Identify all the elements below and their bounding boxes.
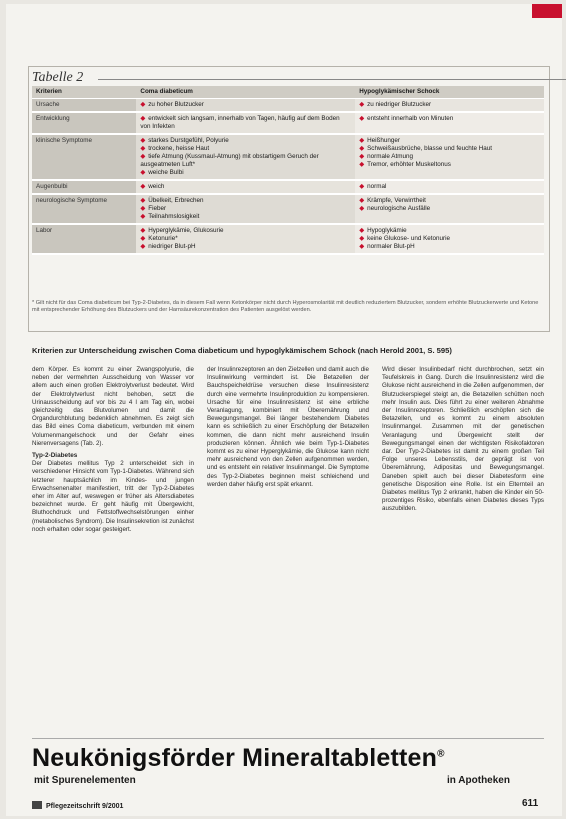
table-row (32, 112, 544, 134)
table-row (32, 224, 544, 254)
hypo-cell (355, 180, 544, 194)
table-row (32, 134, 544, 180)
paragraph: dem Körper. Es kommt zu einer Zwangspolyurie, die neben der vermehrten Ausscheidung von Wasser vor allem auch einen großen Elektrolytverlust bedeutet. Wird der Elektrolytverlust nicht behoben, setzt die Urinausscheidung auf vor bis zu 4 l am Tag ein, wobei gleichzeitig das Blutvolumen und damit die Organdurchblutung bedenklich abnehmen. Es zeigt sich das Bild eines Coma diabeticum, verbunden mit einem Volumenmangelschock und der Gefahr eines Nierenversagens (Tab. 2). (32, 366, 194, 447)
ad-headline-text: Neukönigsförder Mineraltabletten (32, 744, 438, 772)
registered-mark: ® (437, 748, 445, 760)
bullet-item: ◆ Heißhunger (359, 137, 540, 145)
hypo-cell (355, 99, 544, 113)
article-body (32, 366, 544, 732)
page-number: 611 (522, 798, 539, 809)
paragraph: Der Diabetes mellitus Typ 2 unterscheidet sich in verschiedener Hinsicht vom Typ-1-Diabetes. Während sich letzterer hauptsächlich im Kindes- und jungen Erwachsenenalter manifestiert, tritt der Typ-2-Diabetes eher im Alter auf, weswegen er früher als Altersdiabetes bezeichnet wurde. Er geht häufig mit Übergewicht, Bluthochdruck und Fettstoffwechselstörungen einher (metabolisches Syndrom). Die Insulinsekretion ist zunächst noch erhalten oder sogar gesteigert. (32, 460, 194, 533)
bullet-item: ◆ Ketonurie* (140, 235, 351, 243)
row-criterion: Augenbulbi (32, 180, 136, 194)
bullet-item: ◆ niedriger Blut-pH (140, 243, 351, 251)
bullet-item: ◆ tiefe Atmung (Kussmaul-Atmung) mit obstartigem Geruch der ausgeatmeten Luft* (140, 153, 351, 169)
coma-cell (136, 134, 355, 180)
article-column-1 (32, 366, 194, 732)
table-row (32, 180, 544, 194)
ad-divider (32, 738, 544, 739)
bullet-item: ◆ Übelkeit, Erbrechen (140, 197, 351, 205)
bullet-item: ◆ trockene, heisse Haut (140, 145, 351, 153)
bullet-item: ◆ keine Glukose- und Ketonurie (359, 235, 540, 243)
header-hypo: Hypoglykämischer Schock (355, 86, 544, 99)
coma-cell (136, 224, 355, 254)
bullet-item: ◆ weich (140, 183, 351, 191)
article-column-3 (382, 366, 544, 732)
hypo-cell (355, 134, 544, 180)
section-heading: Typ-2-Diabetes (32, 452, 78, 460)
table-caption: Kriterien zur Unterscheidung zwischen Coma diabeticum und hypoglykämischem Schock (nach Herold 2001, S. 595) (32, 346, 452, 355)
paragraph: der Insulinrezeptoren an den Zielzellen und damit auch die Insulinwirkung vermindert ist. Die Betazellen der Bauchspeicheldrüse versuchen diese Insulinresistenz durch eine vermehrte Insulinproduktion zu kompensieren. Ursache für eine Insulinresistenz ist eine erbliche Veranlagung, kombiniert mit Überernährung und Bewegungsmangel. Bei länger bestehendem Diabetes kann es schließlich zu einer Erschöpfung der Betazellen kommen, die dann nicht mehr ausreichend Insulin produzieren können. Ähnlich wie beim Typ-1-Diabetes kommt es zu einer Hyperglykämie, die Glukose kann nicht mehr ausreichend von den Zellen aufgenommen werden, und es entsteht ein relativer Insulinmangel. Die Symptome des Typ-2-Diabetes beginnen meist schleichend und werden daher häufig erst spät erkannt. (207, 366, 369, 488)
journal-name: Pflegezeitschrift 9/2001 (46, 803, 124, 810)
journal-footer (32, 801, 123, 810)
table-title (32, 70, 83, 86)
coma-cell (136, 194, 355, 224)
header-coma: Coma diabeticum (136, 86, 355, 99)
row-criterion: klinische Symptome (32, 134, 136, 180)
red-corner-tab (532, 4, 562, 18)
table-header-row (32, 86, 544, 99)
bullet-item: ◆ entwickelt sich langsam, innerhalb von Tagen, häufig auf dem Boden von Infekten (140, 115, 351, 131)
ad-subline-right: in Apotheken (447, 775, 510, 786)
journal-logo-icon (32, 801, 42, 809)
hypo-cell (355, 224, 544, 254)
paragraph: Wird dieser Insulinbedarf nicht durchbrochen, setzt ein Teufelskreis in Gang. Durch die Insulinresistenz wird die Glukose nicht ausreichend in die Zellen aufgenommen, der Blutzuckerspiegel steigt an, die Betazellen schütten noch mehr Insulin aus. Dies führt zu einer weiteren Abnahme der Insulinrezeptoren. Schließlich erschöpfen sich die Betazellen, und es kommt zu einem absoluten Insulinmangel. Zusammen mit der genetischen Veranlagung und Übergewicht stellt der Bewegungsmangel einen der wichtigsten Risikofaktoren dar. Der Typ-2-Diabetes ist damit zu einem großen Teil Folge unseres Lebensstils, der geprägt ist von Überernährung, Adipositas und Bewegungsmangel. Daneben spielt auch bei dieser Diabetesform eine genetische Disposition eine Rolle. Ist ein Elternteil an Diabetes mellitus Typ 2 erkrankt, haben die Kinder ein 50-prozentiges Risiko, ebenfalls einen Diabetes dieses Typs auszubilden. (382, 366, 544, 513)
row-criterion: Ursache (32, 99, 136, 113)
ad-headline (32, 744, 544, 773)
coma-cell (136, 112, 355, 134)
table-title-rule (98, 79, 566, 80)
bullet-item: ◆ Teilnahmslosigkeit (140, 213, 351, 221)
bullet-item: ◆ Hyperglykämie, Glukosurie (140, 227, 351, 235)
bullet-item: ◆ Schweißausbrüche, blasse und feuchte Haut (359, 145, 540, 153)
coma-cell (136, 180, 355, 194)
bullet-item: ◆ starkes Durstgefühl, Polyurie (140, 137, 351, 145)
bullet-item: ◆ normale Atmung (359, 153, 540, 161)
ad-subline-left: mit Spurenelementen (34, 775, 136, 786)
table-row (32, 194, 544, 224)
table-row (32, 99, 544, 113)
hypo-cell (355, 112, 544, 134)
bullet-item: ◆ normal (359, 183, 540, 191)
bullet-item: ◆ entsteht innerhalb von Minuten (359, 115, 540, 123)
table-body (32, 99, 544, 255)
bullet-item: ◆ neurologische Ausfälle (359, 205, 540, 213)
bullet-item: ◆ Krämpfe, Verwirrtheit (359, 197, 540, 205)
row-criterion: neurologische Symptome (32, 194, 136, 224)
article-column-2 (207, 366, 369, 732)
hypo-cell (355, 194, 544, 224)
comparison-table (32, 86, 544, 255)
bullet-item: ◆ zu hoher Blutzucker (140, 101, 351, 109)
bullet-item: ◆ Fieber (140, 205, 351, 213)
bullet-item: ◆ Tremor, erhöhter Muskeltonus (359, 161, 540, 169)
bullet-item: ◆ normaler Blut-pH (359, 243, 540, 251)
bullet-item: ◆ Hypoglykämie (359, 227, 540, 235)
table-footnote: * Gilt nicht für das Coma diabeticum bei Typ-2-Diabetes, da in diesem Fall wenn Ketonkörper nicht durch Hyperosmolarität mit deutlich reduziertem Blutzucker, sondern erhöhte Blutzuckerwerte und Ketone mit entsprechender Erhöhung des Blutzuckers und der Harnsäurekonzentration des Patienten ausgelöst werden. (32, 300, 539, 313)
coma-cell (136, 99, 355, 113)
bullet-item: ◆ weiche Bulbi (140, 169, 351, 177)
row-criterion: Entwicklung (32, 112, 136, 134)
header-criteria: Kriterien (32, 86, 136, 99)
table-title-text: Tabelle 2 (32, 70, 84, 85)
bullet-item: ◆ zu niedriger Blutzucker (359, 101, 540, 109)
row-criterion: Labor (32, 224, 136, 254)
